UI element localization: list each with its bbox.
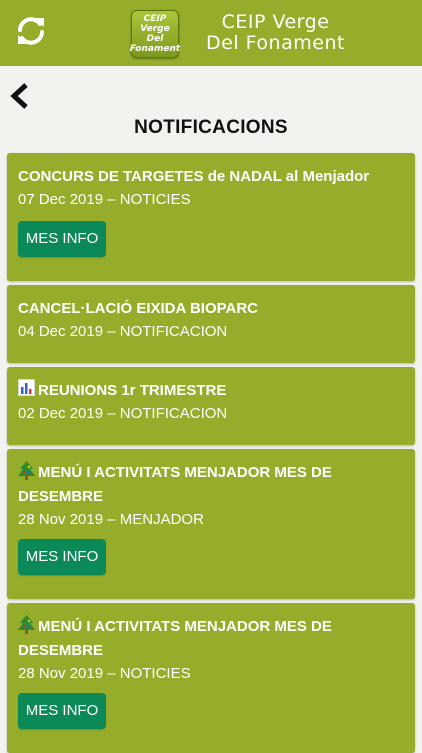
logo-line: Verge	[140, 24, 170, 34]
christmas-tree-icon	[18, 461, 35, 480]
notification-meta: 02 Dec 2019 – NOTIFICACION	[18, 405, 228, 422]
app-title-line1: CEIP Verge	[221, 11, 330, 33]
logo-line: CEIP	[143, 14, 167, 24]
notification-title: CONCURS DE TARGETES de NADAL al Menjador	[18, 168, 370, 185]
notification-card[interactable]	[7, 449, 415, 599]
notification-title: CANCEL·LACIÓ EIXIDA BIOPARC	[18, 300, 258, 317]
refresh-icon[interactable]	[14, 14, 48, 48]
app-title	[188, 12, 363, 54]
app-title-line2: Del Fonament	[206, 32, 345, 54]
notification-meta: 07 Dec 2019 – NOTICIES	[18, 191, 191, 208]
logo-line: Fonament	[129, 44, 181, 54]
notification-meta: 28 Nov 2019 – MENJADOR	[18, 511, 204, 528]
app-header	[0, 0, 422, 66]
back-arrow-icon[interactable]	[8, 82, 32, 110]
notification-card[interactable]	[7, 153, 415, 281]
notification-meta: 04 Dec 2019 – NOTIFICACION	[18, 323, 228, 340]
notification-title-cont: DESEMBRE	[18, 642, 104, 659]
logo-line: Del	[146, 34, 164, 44]
notification-title: REUNIONS 1r TRIMESTRE	[38, 382, 227, 399]
notification-title-row	[18, 615, 404, 639]
school-logo	[131, 10, 179, 58]
more-info-button[interactable]: MES INFO	[18, 539, 106, 575]
notification-title: MENÚ I ACTIVITATS MENJADOR MES DE	[38, 618, 332, 635]
notification-card[interactable]	[7, 285, 415, 363]
page-title: NOTIFICACIONS	[134, 117, 288, 138]
notification-card[interactable]	[7, 367, 415, 445]
notification-card[interactable]	[7, 603, 415, 753]
notification-title-row	[18, 461, 404, 485]
more-info-button[interactable]: MES INFO	[18, 221, 106, 257]
notification-title-row	[18, 379, 404, 403]
notification-title-cont: DESEMBRE	[18, 488, 104, 505]
notification-title: MENÚ I ACTIVITATS MENJADOR MES DE	[38, 464, 332, 481]
notification-meta: 28 Nov 2019 – NOTICIES	[18, 665, 191, 682]
bar-chart-icon	[18, 379, 35, 396]
more-info-button[interactable]: MES INFO	[18, 693, 106, 729]
christmas-tree-icon	[18, 615, 35, 634]
